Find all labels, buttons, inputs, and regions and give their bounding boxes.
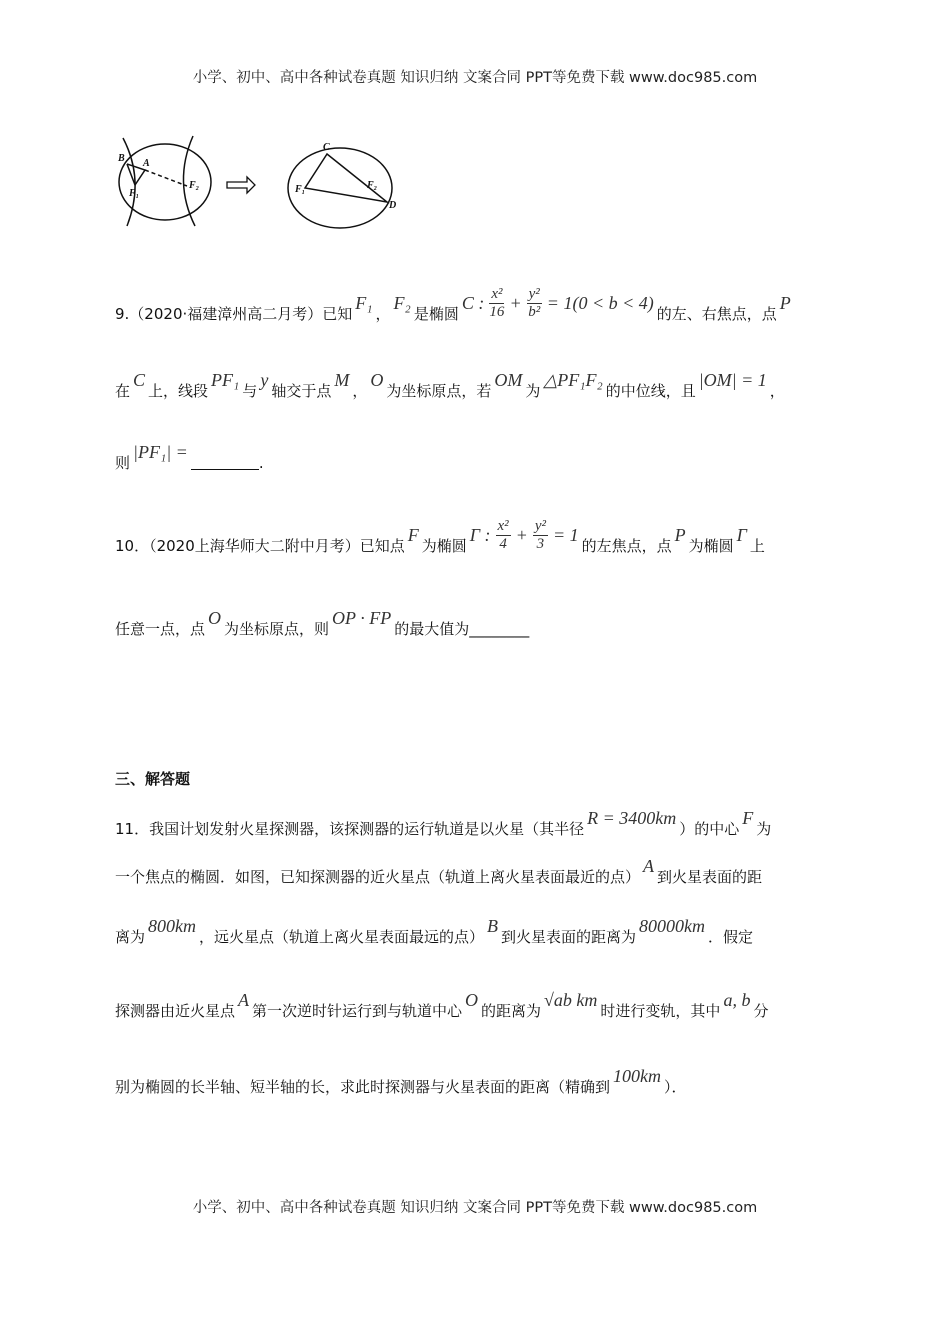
text-run: . xyxy=(258,453,264,472)
math-expression: a, b xyxy=(723,990,751,1010)
text-run: 的最大值为________ xyxy=(394,620,530,638)
text-run: ．假定 xyxy=(708,928,754,946)
text-run: 则 xyxy=(115,454,131,472)
question-line xyxy=(115,518,765,563)
label-A: A xyxy=(143,158,150,169)
question-line xyxy=(115,286,794,331)
math-expression: PF₁ xyxy=(211,370,240,390)
math-expression: 800km xyxy=(148,916,197,936)
question-line xyxy=(115,442,264,473)
text-run: ， xyxy=(352,382,368,400)
question-line xyxy=(115,990,769,1021)
text-run: 上 xyxy=(749,537,765,555)
text-run: ）． xyxy=(664,1078,687,1096)
text-run: 的左、右焦点，点 xyxy=(656,305,777,323)
text-run: ，远火星点（轨道上离火星表面最远的点） xyxy=(199,928,485,946)
answer-blank[interactable] xyxy=(191,455,259,470)
denominator: 16 xyxy=(489,304,505,320)
fraction xyxy=(533,518,548,553)
math-expression: = 1(0 < b < 4) xyxy=(546,293,654,313)
numerator: x² xyxy=(491,286,503,302)
denominator: 4 xyxy=(499,536,507,552)
math-expression: F₂ xyxy=(393,293,411,313)
math-expression: C : xyxy=(461,293,485,313)
math-expression: Γ xyxy=(736,525,747,545)
math-expression: + xyxy=(515,525,528,545)
math-expression: C xyxy=(133,370,146,390)
text-run: ， xyxy=(769,382,785,400)
text-run: 是椭圆 xyxy=(413,305,459,323)
label-F1-right: F₁ xyxy=(295,184,306,195)
fraction xyxy=(527,286,542,321)
fraction xyxy=(489,286,504,321)
math-expression: F xyxy=(407,525,419,545)
math-expression: A xyxy=(643,856,655,876)
ellipse-figure xyxy=(105,130,415,235)
page-header: 小学、初中、高中各种试卷真题 知识归纳 文案合同 PPT等免费下载 www.doc985.com xyxy=(192,70,758,86)
text-run: 分 xyxy=(753,1002,769,1020)
math-expression: B xyxy=(487,916,499,936)
question-line xyxy=(115,1066,687,1097)
label-B: B xyxy=(118,153,125,164)
text-run: 的距离为 xyxy=(481,1002,542,1020)
text-run: 为 xyxy=(756,820,772,838)
question-line xyxy=(115,808,772,839)
text-run: 第一次逆时针运行到与轨道中心 xyxy=(252,1002,463,1020)
math-expression: O xyxy=(465,990,479,1010)
text-run: 为坐标原点，若 xyxy=(386,382,492,400)
text-run: 轴交于点 xyxy=(271,382,332,400)
math-expression: √ab km xyxy=(544,990,598,1010)
denominator: 3 xyxy=(536,536,545,552)
text-run: 为椭圆 xyxy=(421,537,467,555)
numerator: y² xyxy=(534,518,546,534)
text-run: 为 xyxy=(525,382,541,400)
text-run: 离为 xyxy=(115,928,146,946)
label-D: D xyxy=(389,200,397,211)
text-run: 别为椭圆的长半轴、短半轴的长，求此时探测器与火星表面的距离（精确到 xyxy=(115,1078,611,1096)
question-line xyxy=(115,608,530,639)
fraction xyxy=(496,518,511,553)
math-expression: P xyxy=(779,293,791,313)
section-title: 三、解答题 xyxy=(115,770,191,788)
text-run: ， xyxy=(375,305,391,323)
text-run: 时进行变轨，其中 xyxy=(600,1002,721,1020)
math-expression: P xyxy=(674,525,686,545)
math-expression: y xyxy=(260,370,269,390)
question-line xyxy=(115,370,785,401)
section-heading xyxy=(115,768,190,789)
text-run: 11．我国计划发射火星探测器，该探测器的运行轨道是以火星（其半径 xyxy=(115,820,585,838)
text-run: 一个焦点的椭圆．如图，已知探测器的近火星点（轨道上离火星表面最近的点） xyxy=(115,868,641,886)
math-expression: OM xyxy=(494,370,523,390)
math-expression: |OM| = 1 xyxy=(698,370,767,390)
math-expression: OP · FP xyxy=(332,608,392,628)
text-run: 与 xyxy=(242,382,258,400)
numerator: x² xyxy=(497,518,509,534)
text-run: 的中位线，且 xyxy=(605,382,696,400)
math-expression: 100km xyxy=(613,1066,662,1086)
math-expression: + xyxy=(509,293,522,313)
math-expression: R = 3400km xyxy=(587,808,677,828)
math-expression: △PF₁F₂ xyxy=(543,370,603,390)
text-run: 上，线段 xyxy=(148,382,209,400)
text-run: 为坐标原点，则 xyxy=(224,620,330,638)
text-run: 在 xyxy=(115,382,131,400)
math-expression: F xyxy=(742,808,754,828)
math-expression: O xyxy=(370,370,384,390)
math-expression: A xyxy=(238,990,250,1010)
page-footer: 小学、初中、高中各种试卷真题 知识归纳 文案合同 PPT等免费下载 www.doc985.com xyxy=(192,1200,758,1216)
math-expression: O xyxy=(208,608,222,628)
text-run: ）的中心 xyxy=(679,820,740,838)
denominator: b² xyxy=(528,304,541,320)
question-line xyxy=(115,856,763,887)
text-run: 到火星表面的距离为 xyxy=(501,928,637,946)
text-run: 为椭圆 xyxy=(688,537,734,555)
label-F2-right: F₂ xyxy=(367,180,378,191)
math-expression: = 1 xyxy=(552,525,579,545)
math-expression: M xyxy=(334,370,350,390)
math-expression: F₁ xyxy=(355,293,373,313)
text-run: 的左焦点，点 xyxy=(581,537,672,555)
label-F2-left: F₂ xyxy=(189,180,200,191)
text-run: 到火星表面的距 xyxy=(657,868,763,886)
question-line xyxy=(115,916,754,947)
math-expression: 80000km xyxy=(639,916,706,936)
text-run: 9.（2020·福建漳州高二月考）已知 xyxy=(115,305,353,323)
label-F1-left: F₁ xyxy=(129,188,140,199)
text-run: 探测器由近火星点 xyxy=(115,1002,236,1020)
text-run: 任意一点，点 xyxy=(115,620,206,638)
text-run: 10．（2020上海华师大二附中月考）已知点 xyxy=(115,537,405,555)
math-expression: |PF₁| = xyxy=(133,442,188,462)
math-expression: Γ : xyxy=(469,525,491,545)
numerator: y² xyxy=(528,286,540,302)
label-C: C xyxy=(323,142,330,153)
